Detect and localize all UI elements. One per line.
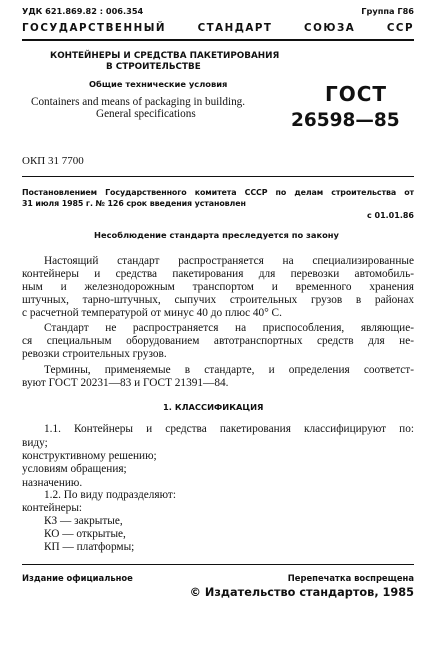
paragraph-line: Настоящий стандарт распространяется на специализированные [44, 255, 414, 267]
decree-line1: Постановлением Государственного комитета СССР по делам строительства от [22, 188, 414, 197]
official-edition: Издание официальное [22, 573, 133, 583]
header-rule [22, 39, 414, 41]
clause-1-2: 1.2. По виду подразделяют: [44, 489, 176, 501]
title-ru-subtitle: Общие технические условия [89, 79, 228, 89]
gost-label: ГОСТ [325, 82, 388, 106]
paragraph-line: с расчетной температурой от минус 40 до плюс 40° С. [22, 307, 282, 320]
list-item: КЗ — закрытые, [44, 515, 123, 527]
paragraph-line: Термины, применяемые в стандарте, и определения соответст- [44, 364, 414, 376]
paragraph-scope [22, 255, 414, 320]
standard-banner: ГОСУДАРСТВЕННЫЙ СТАНДАРТ СОЮЗА ССР [22, 22, 414, 34]
containers-label: контейнеры: [22, 502, 83, 514]
paragraph-line: ревозки строительных грузов. [22, 348, 167, 361]
decree-date: с 01.01.86 [366, 211, 414, 220]
paragraph-line: ным и железнодорожным транспортом и временного хранения [22, 281, 414, 294]
list-item: КП — платформы; [44, 541, 135, 554]
paragraph-line: штучных, тарно-штучных, сыпучих строительных грузов в районах [22, 294, 414, 307]
list-item: КО — открытые, [44, 528, 126, 541]
list-item: условиям обращения; [22, 463, 127, 476]
gost-number: 26598—85 [291, 110, 400, 131]
clause-1-1-list [22, 437, 157, 490]
udk-code: УДК 621.869.82 : 006.354 [22, 6, 144, 16]
legal-warning: Несоблюдение стандарта преследуется по закону [94, 230, 339, 240]
paragraph-terms [22, 364, 414, 390]
group-code: Группа Г86 [361, 6, 414, 16]
paragraph-line: Стандарт не распространяется на приспособления, являющие- [44, 322, 414, 334]
paragraph-exclusion [22, 322, 414, 361]
paragraph-line: ся специальным оборудованием автотранспортных средств для не- [22, 335, 414, 348]
paragraph-line: вуют ГОСТ 20231—83 и ГОСТ 21391—84. [22, 377, 229, 390]
reprint-notice: Перепечатка воспрещена [287, 573, 414, 583]
decree-line2: 31 июля 1985 г. № 126 срок введения установлен [22, 199, 246, 208]
section-heading: 1. КЛАССИФИКАЦИЯ [163, 402, 264, 412]
copyright: © Издательство стандартов, 1985 [189, 586, 414, 599]
okp-rule [22, 176, 414, 177]
footer-rule [22, 564, 414, 565]
list-item: конструктивному решению; [22, 450, 157, 463]
container-types-list [44, 515, 134, 555]
list-item: назначению. [22, 476, 83, 489]
title-ru-line1: КОНТЕЙНЕРЫ И СРЕДСТВА ПАКЕТИРОВАНИЯ [50, 51, 280, 61]
okp-code: ОКП 31 7700 [22, 155, 84, 167]
title-en-line1: Containers and means of packaging in building. [31, 96, 246, 108]
list-item: виду; [22, 437, 48, 449]
paragraph-line: контейнеры и средства пакетирования для перевозки автомобиль- [22, 268, 414, 281]
title-en-line2: General specifications [96, 108, 196, 120]
clause-1-1: 1.1. Контейнеры и средства пакетирования классифицируют по: [44, 423, 414, 435]
title-ru-line2: В СТРОИТЕЛЬСТВЕ [106, 62, 201, 72]
